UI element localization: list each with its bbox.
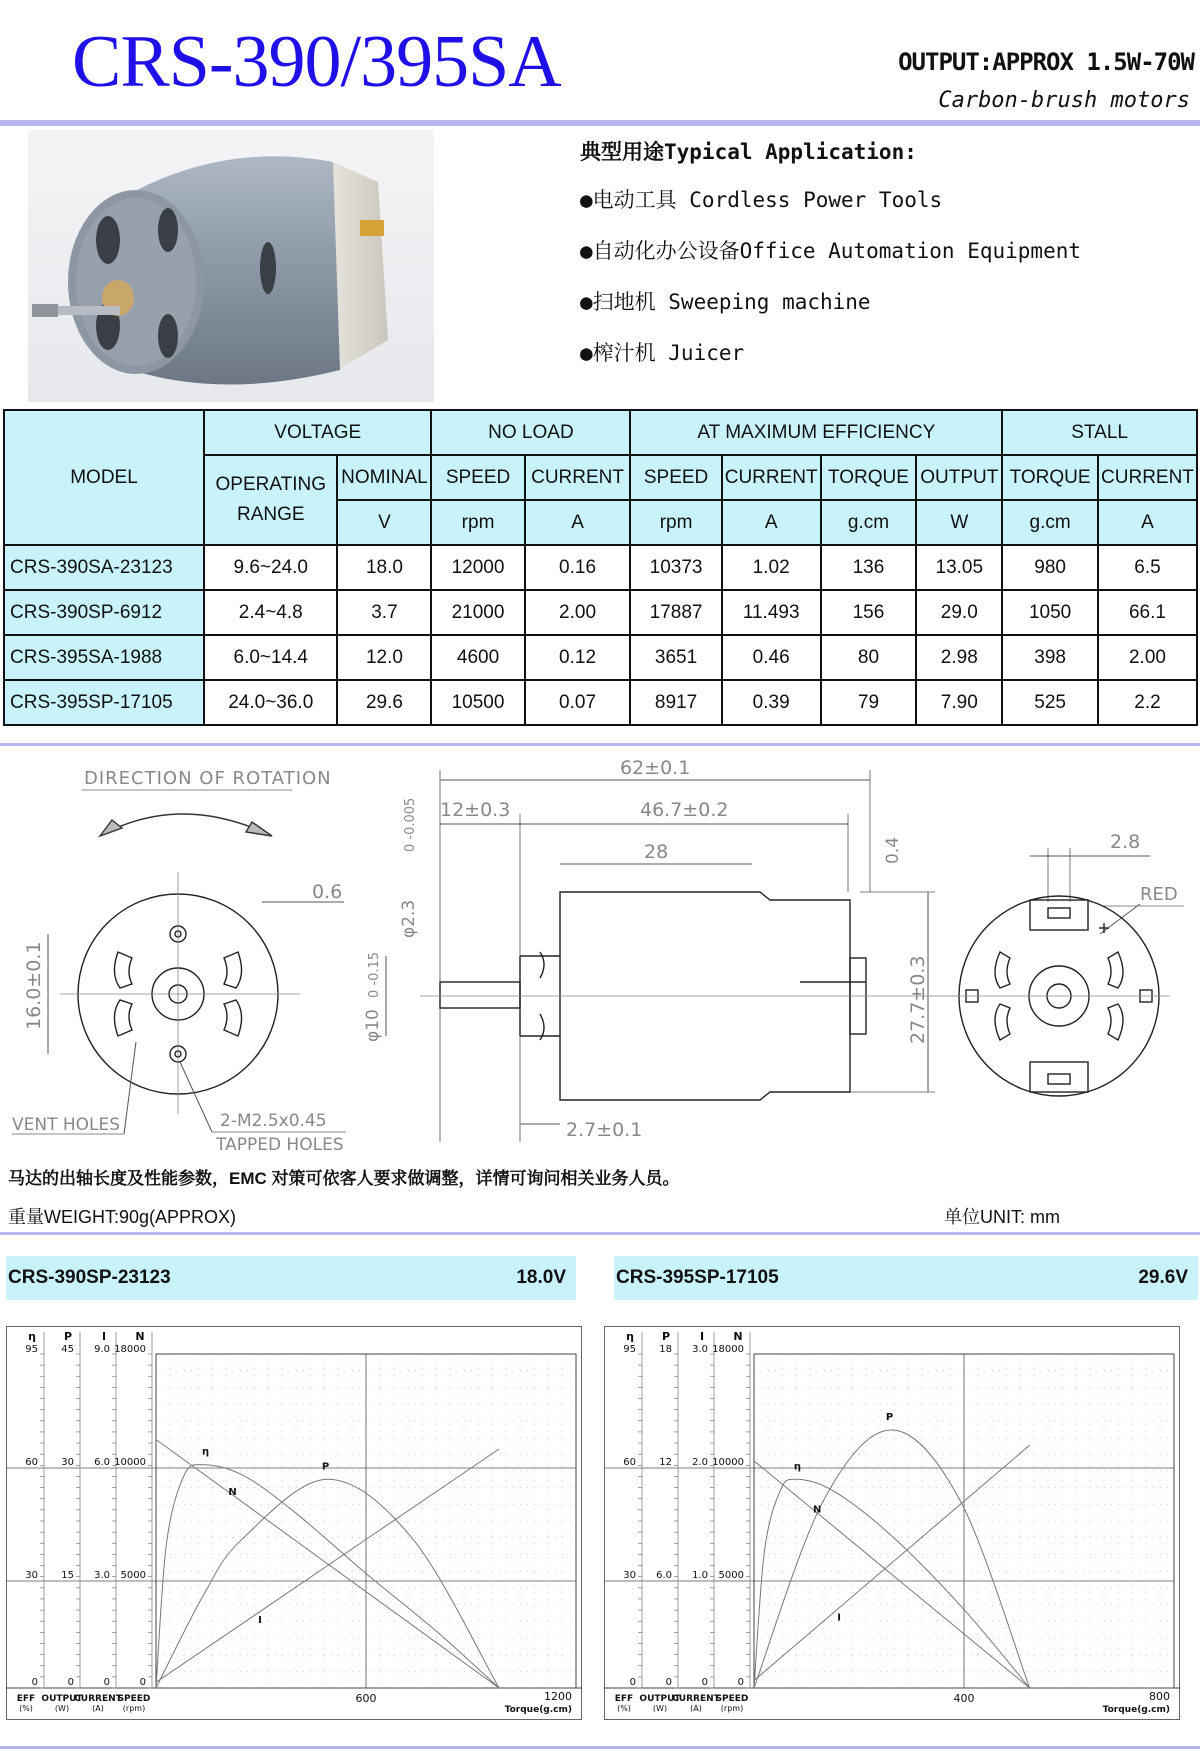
front-view — [12, 768, 346, 1155]
cell-range: 2.4~4.8 — [204, 590, 337, 635]
axis-tick-label: 45 — [61, 1344, 74, 1355]
axis-tick-label: 18000 — [114, 1344, 146, 1355]
cell-nl-current: 2.00 — [525, 590, 631, 635]
unit-rpm: rpm — [630, 500, 721, 545]
axis-name-label: OUTPUT — [41, 1694, 83, 1704]
cell-range: 6.0~14.4 — [204, 635, 337, 680]
col-me-speed: SPEED — [630, 455, 721, 500]
motor-photo-graphic — [28, 130, 434, 402]
dim-28: 28 — [644, 841, 669, 863]
axis-tick-label: 2.0 — [692, 1457, 708, 1468]
col-no-load: NO LOAD — [431, 410, 630, 455]
series-label: P — [321, 1461, 330, 1473]
axis-name-label: CURRENT — [74, 1694, 122, 1704]
cell-range: 24.0~36.0 — [204, 680, 337, 725]
axis-tick-label: 1.0 — [692, 1570, 708, 1581]
series-line-i — [754, 1445, 1030, 1680]
col-me-current: CURRENT — [722, 455, 821, 500]
col-voltage: VOLTAGE — [204, 410, 431, 455]
applications — [580, 136, 1081, 388]
cell-model: CRS-395SA-1988 — [4, 635, 204, 680]
operating-label: OPERATING — [215, 474, 326, 495]
applications-title: 典型用途Typical Application: — [580, 140, 917, 164]
dim-16: 16.0±0.1 — [23, 941, 45, 1030]
vent-holes-label: VENT HOLES — [12, 1115, 121, 1135]
axis-name-label: OUTPUT — [639, 1694, 681, 1704]
cell-st-current: 6.5 — [1098, 545, 1197, 590]
cell-me-speed: 3651 — [630, 635, 721, 680]
axis-unit-label: (A) — [690, 1704, 702, 1713]
unit-note: 单位UNIT: mm — [944, 1207, 1060, 1227]
axis-name-label: SPEED — [715, 1694, 749, 1704]
cell-me-output: 13.05 — [916, 545, 1002, 590]
col-me-torque: TORQUE — [821, 455, 917, 500]
series-line-n — [754, 1461, 1030, 1688]
axis-tick-label: 0 — [665, 1677, 672, 1688]
axis-tick-label: 30 — [623, 1570, 636, 1581]
axis-name-label: EFF — [16, 1694, 36, 1704]
axis-unit-label: (A) — [92, 1704, 104, 1713]
red-terminal-label: RED — [1140, 884, 1178, 905]
dimension-drawing — [0, 752, 1200, 1157]
cell-nl-speed: 21000 — [431, 590, 524, 635]
axis-tick-label: 5000 — [718, 1570, 744, 1581]
cell-me-output: 7.90 — [916, 680, 1002, 725]
motor-photo — [28, 130, 434, 402]
tapped-label-2: TAPPED HOLES — [216, 1135, 344, 1155]
cell-nl-speed: 4600 — [431, 635, 524, 680]
axis-tick-label: 0 — [139, 1677, 146, 1688]
col-stall: STALL — [1002, 410, 1197, 455]
axis-tick-label: 0 — [103, 1677, 110, 1688]
application-item: ●自动化办公设备Office Automation Equipment — [580, 239, 1082, 263]
axis-symbol: P — [63, 1330, 73, 1343]
axis-tick-label: 0 — [737, 1677, 744, 1688]
subtitle: Carbon-brush motors — [938, 88, 1190, 113]
dim-46-7: 46.7±0.2 — [640, 799, 729, 821]
axis-tick-label: 95 — [623, 1344, 636, 1355]
col-model: MODEL — [4, 410, 204, 545]
chart-frame — [605, 1327, 1180, 1720]
x-axis-label: Torque(g.cm) — [1102, 1705, 1170, 1715]
application-item: ●电动工具 Cordless Power Tools — [580, 188, 943, 212]
cell-nl-speed: 12000 — [431, 545, 524, 590]
cell-st-torque: 980 — [1002, 545, 1098, 590]
unit-gcm: g.cm — [821, 500, 917, 545]
application-item: ●扫地机 Sweeping machine — [580, 290, 871, 314]
cell-st-current: 2.00 — [1098, 635, 1197, 680]
chart2-title-bar — [614, 1256, 1198, 1300]
axis-symbol: N — [135, 1330, 145, 1343]
cell-st-current: 2.2 — [1098, 680, 1197, 725]
cell-me-torque: 79 — [821, 680, 917, 725]
unit-v: V — [337, 500, 431, 545]
axis-tick-label: 60 — [25, 1457, 38, 1468]
chart2 — [604, 1326, 1180, 1720]
range-label: RANGE — [236, 504, 305, 525]
cell-me-output: 2.98 — [916, 635, 1002, 680]
cell-st-torque: 1050 — [1002, 590, 1098, 635]
col-nl-speed: SPEED — [431, 455, 524, 500]
axis-tick-label: 0 — [629, 1677, 636, 1688]
unit-a: A — [722, 500, 821, 545]
cell-me-speed: 10373 — [630, 545, 721, 590]
axis-tick-label: 12 — [659, 1457, 672, 1468]
cell-me-current: 11.493 — [722, 590, 821, 635]
cell-model: CRS-390SA-23123 — [4, 545, 204, 590]
series-label: I — [258, 1614, 262, 1626]
chart1-model: CRS-390SP-23123 — [8, 1267, 171, 1288]
axis-symbol: η — [626, 1330, 634, 1343]
dim-2-7: 2.7±0.1 — [566, 1119, 643, 1141]
axis-tick-label: 0 — [67, 1677, 74, 1688]
axis-tick-label: 3.0 — [94, 1570, 110, 1581]
axis-tick-label: 18 — [659, 1344, 672, 1355]
series-line-i — [156, 1446, 499, 1682]
axis-tick-label: 10000 — [712, 1457, 744, 1468]
cell-range: 9.6~24.0 — [204, 545, 337, 590]
cell-me-output: 29.0 — [916, 590, 1002, 635]
spec-table — [3, 409, 1198, 726]
series-line-eff — [156, 1465, 499, 1688]
cell-nominal: 29.6 — [337, 680, 431, 725]
axis-name-label: CURRENT — [672, 1694, 720, 1704]
table-header-row — [4, 410, 1197, 455]
axis-unit-label: (rpm) — [122, 1704, 146, 1713]
dim-shaft-tol: 0 -0.005 — [403, 797, 418, 852]
direction-label: DIRECTION OF ROTATION — [84, 768, 332, 789]
unit-a: A — [525, 500, 631, 545]
dim-0-4: 0.4 — [883, 836, 903, 864]
chart2-voltage: 29.6V — [1138, 1267, 1188, 1288]
header-rule — [0, 120, 1200, 126]
cell-nl-current: 0.12 — [525, 635, 631, 680]
series-label: N — [812, 1504, 822, 1516]
weight-note: 重量WEIGHT:90g(APPROX) — [8, 1207, 237, 1227]
cell-st-current: 66.1 — [1098, 590, 1197, 635]
series-line-eff — [754, 1479, 1030, 1688]
axis-tick-label: 3.0 — [692, 1344, 708, 1355]
axis-symbol: I — [101, 1330, 107, 1343]
axis-symbol: P — [661, 1330, 671, 1343]
axis-symbol: η — [28, 1330, 36, 1343]
page-title: CRS-390/395SA — [72, 21, 561, 103]
chart1 — [6, 1326, 582, 1720]
rear-view — [950, 831, 1184, 1096]
application-item: ●榨汁机 Juicer — [580, 341, 745, 365]
axis-symbol: N — [733, 1330, 743, 1343]
axis-tick-label: 6.0 — [94, 1457, 110, 1468]
cell-me-torque: 136 — [821, 545, 917, 590]
col-nominal: NOMINAL — [337, 455, 431, 500]
series-label: I — [837, 1612, 842, 1624]
cell-me-speed: 8917 — [630, 680, 721, 725]
axis-unit-label: (rpm) — [720, 1704, 744, 1713]
tapped-label-1: 2-M2.5x0.45 — [220, 1111, 327, 1131]
series-label: N — [228, 1487, 237, 1499]
cell-st-torque: 525 — [1002, 680, 1098, 725]
col-nl-current: CURRENT — [525, 455, 631, 500]
table-row — [4, 545, 1197, 590]
section-rule — [0, 743, 1200, 746]
section-rule — [0, 1232, 1200, 1235]
cell-me-torque: 80 — [821, 635, 917, 680]
axis-tick-label: 30 — [25, 1570, 38, 1581]
unit-gcm: g.cm — [1002, 500, 1098, 545]
axis-tick-label: 30 — [61, 1457, 74, 1468]
series-line-n — [156, 1440, 499, 1689]
dim-0-6: 0.6 — [312, 881, 343, 903]
axis-unit-label: (%) — [19, 1704, 33, 1713]
table-row — [4, 590, 1197, 635]
dim-2-8: 2.8 — [1110, 831, 1141, 853]
dim-62: 62±0.1 — [620, 757, 691, 779]
col-st-current: CURRENT — [1098, 455, 1197, 500]
dim-boss-dia: φ10 — [363, 1009, 383, 1042]
dim-shaft-dia: φ2.3 — [399, 899, 419, 938]
cell-nl-speed: 10500 — [431, 680, 524, 725]
cell-me-speed: 17887 — [630, 590, 721, 635]
axis-tick-label: 60 — [623, 1457, 636, 1468]
axis-name-label: SPEED — [117, 1694, 151, 1704]
series-label: η — [793, 1461, 802, 1473]
unit-w: W — [916, 500, 1002, 545]
axis-tick-label: 15 — [61, 1570, 74, 1581]
dim-27-7: 27.7±0.3 — [907, 955, 929, 1044]
axis-tick-label: 18000 — [712, 1344, 744, 1355]
footer-rule — [0, 1746, 1200, 1749]
chart1-title-bar — [6, 1256, 576, 1300]
cell-nominal: 3.7 — [337, 590, 431, 635]
x-tick-label: 400 — [953, 1692, 975, 1705]
cell-model: CRS-395SP-17105 — [4, 680, 204, 725]
series-line-p — [156, 1479, 499, 1688]
cell-me-current: 0.46 — [722, 635, 821, 680]
customization-note: 马达的出轴长度及性能参数，EMC 对策可依客人要求做调整，详情可询问相关业务人员。 — [8, 1169, 680, 1188]
axis-name-label: EFF — [614, 1694, 634, 1704]
axis-unit-label: (W) — [652, 1704, 668, 1713]
axis-tick-label: 6.0 — [656, 1570, 672, 1581]
cell-st-torque: 398 — [1002, 635, 1098, 680]
series-label: P — [885, 1412, 894, 1423]
x-tick-label: 800 — [1149, 1690, 1170, 1703]
series-label: η — [202, 1446, 210, 1458]
axis-symbol: I — [699, 1330, 705, 1343]
dim-boss-tol: 0 -0.15 — [367, 951, 382, 998]
axis-tick-label: 9.0 — [94, 1344, 110, 1355]
side-view — [363, 757, 960, 1142]
dim-12: 12±0.3 — [440, 799, 511, 821]
x-tick-label: 600 — [355, 1692, 377, 1705]
axis-tick-label: 0 — [701, 1677, 708, 1688]
table-row — [4, 680, 1197, 725]
axis-tick-label: 5000 — [120, 1570, 146, 1581]
x-axis-label: Torque(g.cm) — [504, 1705, 572, 1715]
table-row — [4, 635, 1197, 680]
axis-unit-label: (%) — [617, 1704, 631, 1713]
col-operating-range — [204, 455, 337, 545]
col-me-output: OUTPUT — [916, 455, 1002, 500]
cell-model: CRS-390SP-6912 — [4, 590, 204, 635]
cell-nl-current: 0.07 — [525, 680, 631, 725]
axis-tick-label: 95 — [25, 1344, 38, 1355]
cell-me-current: 0.39 — [722, 680, 821, 725]
axis-tick-label: 10000 — [114, 1457, 146, 1468]
axis-tick-label: 0 — [31, 1677, 38, 1688]
x-tick-label: 1200 — [544, 1690, 572, 1703]
cell-nominal: 18.0 — [337, 545, 431, 590]
output-rating: OUTPUT:APPROX 1.5W-70W — [898, 48, 1194, 76]
cell-me-torque: 156 — [821, 590, 917, 635]
chart-frame — [7, 1327, 582, 1720]
cell-me-current: 1.02 — [722, 545, 821, 590]
unit-a: A — [1098, 500, 1197, 545]
chart2-model: CRS-395SP-17105 — [616, 1267, 779, 1288]
axis-unit-label: (W) — [54, 1704, 70, 1713]
cell-nl-current: 0.16 — [525, 545, 631, 590]
unit-rpm: rpm — [431, 500, 524, 545]
cell-nominal: 12.0 — [337, 635, 431, 680]
chart1-voltage: 18.0V — [516, 1267, 566, 1288]
col-max-efficiency: AT MAXIMUM EFFICIENCY — [630, 410, 1002, 455]
col-st-torque: TORQUE — [1002, 455, 1098, 500]
